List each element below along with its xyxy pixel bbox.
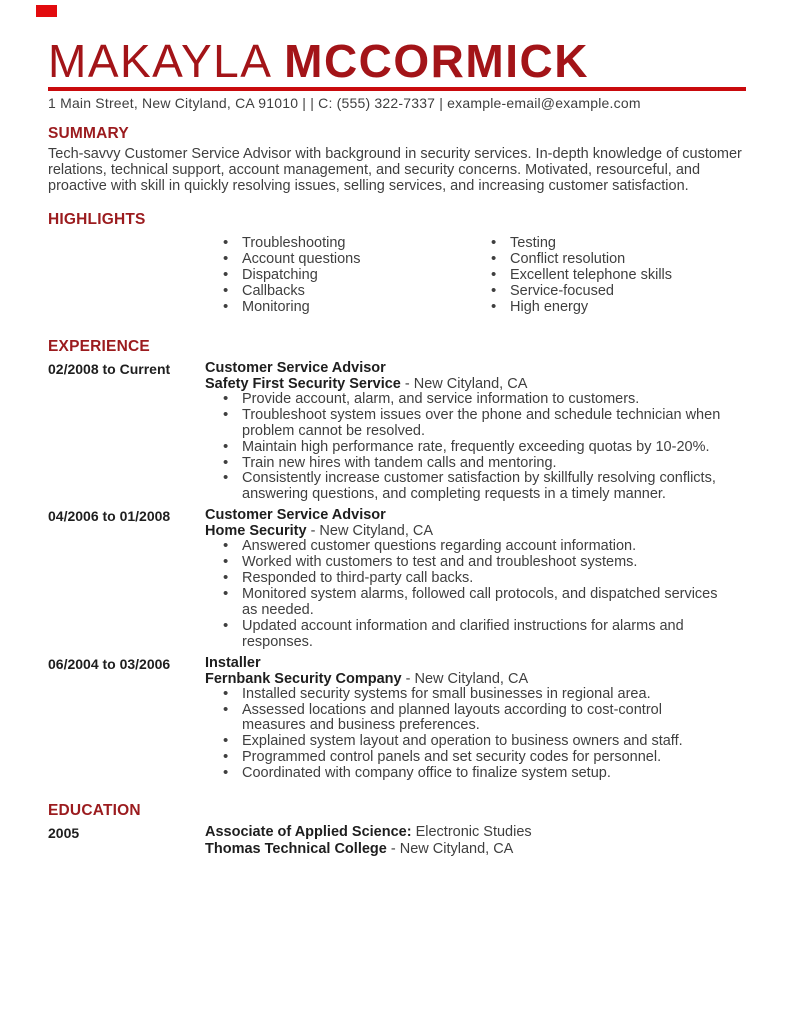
first-name: MAKAYLA: [48, 35, 270, 87]
job-dates: 06/2004 to 03/2006: [48, 655, 171, 672]
job-bullet: • Troubleshoot system issues over the phone and schedule technician when problem cannot be resolved.: [222, 408, 727, 440]
job-bullet: • Train new hires with tandem calls and mentoring.: [222, 456, 727, 472]
highlights-list-1: [222, 236, 490, 316]
highlight-item: • Monitoring: [222, 300, 490, 316]
highlight-item: • Testing: [490, 236, 746, 252]
job-bullet: • Worked with customers to test and and troubleshoot systems.: [222, 555, 727, 571]
education-details: [205, 824, 746, 857]
highlights-heading: HIGHLIGHTS: [48, 211, 146, 229]
job-company-line: [205, 376, 746, 392]
job-company-line: [205, 523, 746, 539]
job-bullet: • Maintain high performance rate, frequently exceeding quotas by 10-20%.: [222, 440, 727, 456]
job-bullet: • Consistently increase customer satisfaction by skillfully resolving conflicts, answering questions, and completing requests in a timely manner.: [222, 471, 727, 503]
highlight-item: • High energy: [490, 300, 746, 316]
job-entry-1: [48, 360, 746, 503]
job-location: - New Cityland, CA: [400, 375, 528, 392]
highlights-list-2: [490, 236, 746, 316]
job-bullet: • Provide account, alarm, and service information to customers.: [222, 392, 727, 408]
job-dates: 04/2006 to 01/2008: [48, 508, 171, 525]
job-entry-2: [48, 507, 746, 650]
job-bullet: • Answered customer questions regarding account information.: [222, 539, 727, 555]
job-bullet: • Responded to third-party call backs.: [222, 571, 727, 587]
job-bullet: • Assessed locations and planned layouts according to cost-control measures and business preferences.: [222, 703, 727, 735]
job-entry-3: [48, 655, 746, 782]
job-bullet: • Explained system layout and operation to business owners and staff.: [222, 734, 727, 750]
degree-line: [205, 824, 746, 841]
school-line: [205, 841, 746, 858]
job-bullet: • Coordinated with company office to finalize system setup.: [222, 766, 727, 782]
school-location: - New Cityland, CA: [386, 840, 514, 857]
header-divider-rule: [48, 87, 746, 91]
highlight-item: • Dispatching: [222, 268, 490, 284]
job-bullet: • Monitored system alarms, followed call protocols, and dispatched services as needed.: [222, 587, 727, 619]
education-entry: [48, 824, 746, 857]
job-details: [205, 507, 746, 650]
degree-name: Associate of Applied Science:: [205, 824, 412, 841]
highlight-item: • Service-focused: [490, 284, 746, 300]
highlights-columns: [222, 236, 746, 316]
summary-text: Tech-savvy Customer Service Advisor with background in security services. In-depth knowledge of customer relations, technical support, account management, and security concerns. Motivated, resourceful, and proactive with skill in quickly resolving issues, selling services, and increasing customer satisfaction.: [48, 146, 742, 194]
job-title: Installer: [205, 654, 261, 671]
job-dates: 02/2008 to Current: [48, 360, 171, 377]
job-company: Home Security: [205, 523, 307, 540]
red-corner-mark: [36, 5, 57, 17]
job-bullet: • Installed security systems for small businesses in regional area.: [222, 687, 727, 703]
job-location: - New Cityland, CA: [306, 523, 434, 540]
job-title: Customer Service Advisor: [205, 359, 386, 376]
job-location: - New Cityland, CA: [401, 670, 529, 687]
highlight-item: • Account questions: [222, 252, 490, 268]
education-year: 2005: [48, 825, 80, 842]
contact-line: 1 Main Street, New Cityland, CA 91010 | | C: (555) 322-7337 | example-email@example.com: [48, 95, 641, 111]
summary-heading: SUMMARY: [48, 125, 129, 142]
school-name: Thomas Technical College: [205, 840, 387, 857]
candidate-name: [48, 35, 746, 87]
highlights-column-1: [222, 236, 490, 316]
highlights-column-2: [490, 236, 746, 316]
highlight-item: • Callbacks: [222, 284, 490, 300]
last-name: MCCORMICK: [284, 35, 589, 87]
job-bullet-list: [205, 392, 727, 503]
job-company: Safety First Security Service: [205, 375, 401, 392]
job-company-line: [205, 671, 746, 687]
highlight-item: • Conflict resolution: [490, 252, 746, 268]
education-heading: EDUCATION: [48, 802, 141, 820]
job-bullet-list: [205, 539, 727, 650]
highlight-item: • Excellent telephone skills: [490, 268, 746, 284]
job-details: [205, 360, 746, 503]
experience-heading: EXPERIENCE: [48, 337, 150, 355]
degree-field: Electronic Studies: [411, 824, 532, 841]
job-company: Fernbank Security Company: [205, 670, 402, 687]
job-bullet: • Updated account information and clarified instructions for alarms and responses.: [222, 619, 727, 651]
job-bullet-list: [205, 687, 727, 782]
job-details: [205, 655, 746, 782]
job-title: Customer Service Advisor: [205, 507, 386, 524]
highlight-item: • Troubleshooting: [222, 236, 490, 252]
job-bullet: • Programmed control panels and set security codes for personnel.: [222, 750, 727, 766]
